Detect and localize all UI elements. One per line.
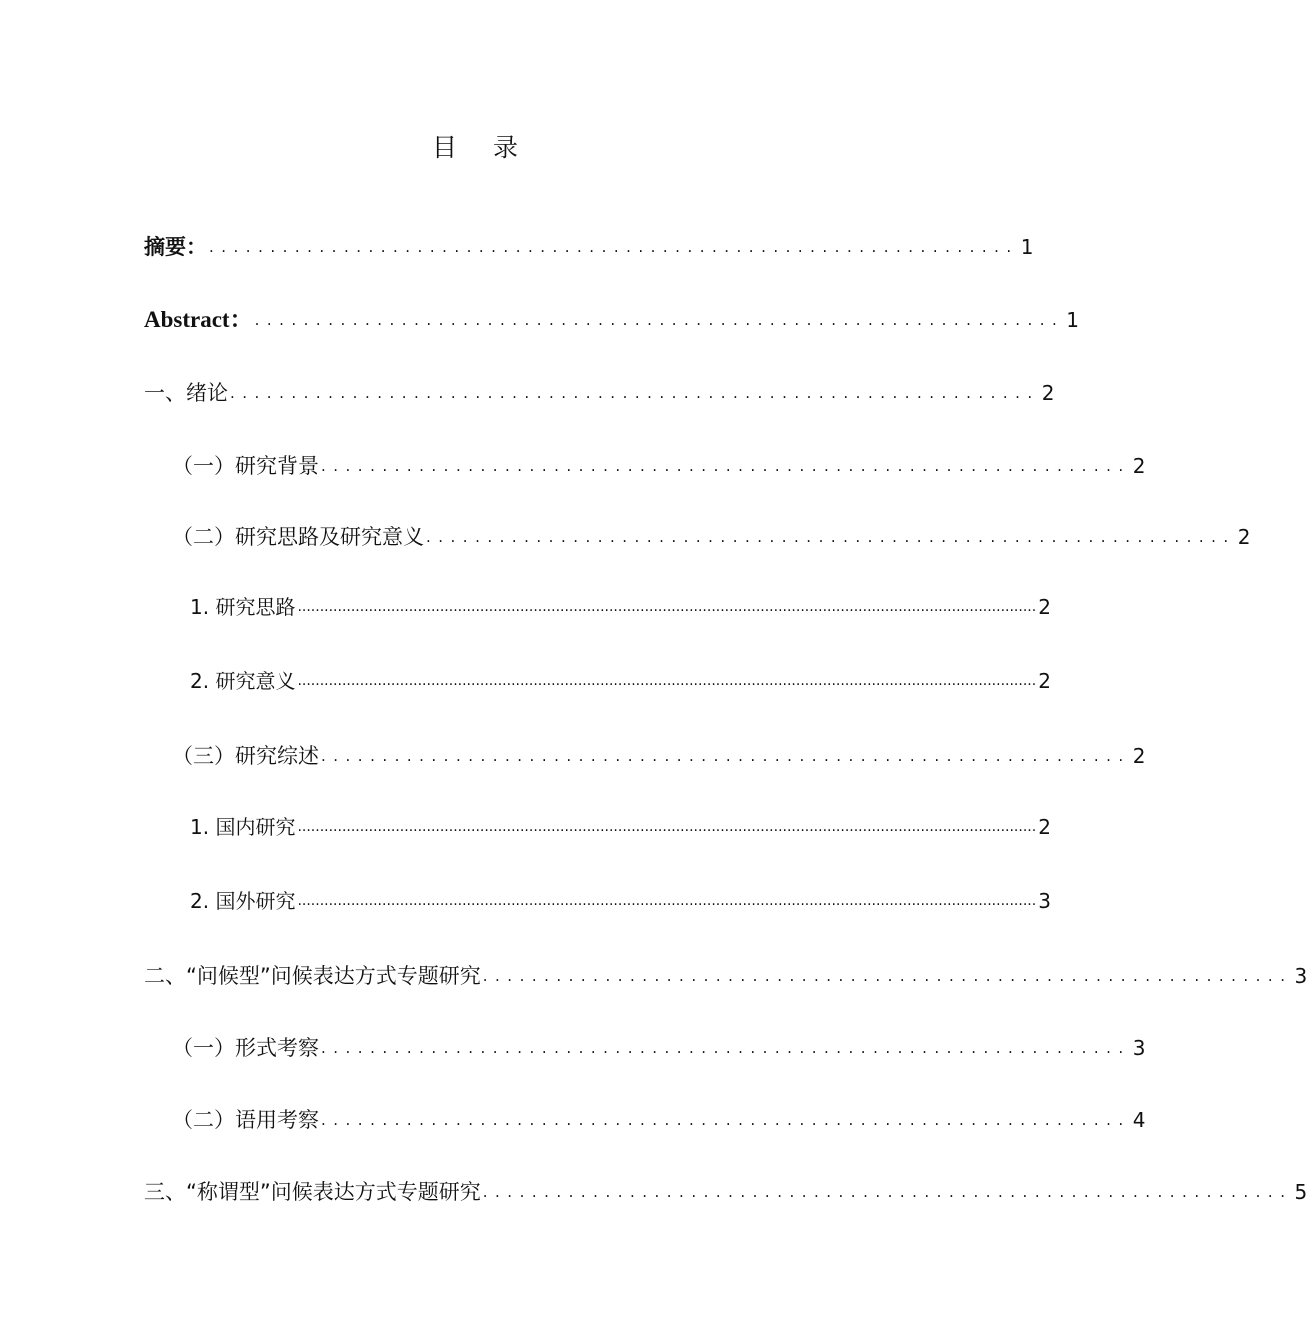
toc-entry-label: 2. 国外研究 — [190, 889, 296, 913]
toc-entry-label: （三）研究综述 — [172, 744, 319, 768]
toc-entry-page: 4 — [1132, 1108, 1146, 1132]
toc-entry-chapter-1[interactable] — [144, 378, 1055, 408]
toc-entry-page: 2 — [1132, 454, 1146, 478]
toc-entry-page: 5 — [1294, 1180, 1307, 1204]
toc-entry-page: 2 — [1041, 381, 1055, 405]
toc-entry-page: 2 — [1132, 744, 1146, 768]
toc-entry-abstract-cn[interactable] — [144, 232, 1034, 262]
toc-entry-label: （一）研究背景 — [172, 454, 319, 478]
toc-leader-dots: .................................................................. — [482, 1183, 1293, 1201]
toc-entry-subsection-1-3-2[interactable] — [190, 886, 1051, 916]
toc-entry-page: 2 — [1237, 525, 1251, 549]
toc-leader-dots: ...................................................................................................................................................................... — [297, 673, 1037, 689]
toc-entry-page: 3 — [1038, 889, 1051, 913]
toc-entry-page: 2 — [1038, 595, 1051, 619]
toc-entry-chapter-3[interactable] — [144, 1177, 1307, 1207]
toc-leader-dots: .................................................................. — [321, 747, 1131, 765]
toc-leader-dots: ...................................................................................................................................................................... — [297, 893, 1037, 909]
toc-leader-dots: .................................................................. — [230, 384, 1040, 402]
toc-entry-section-1-3[interactable] — [172, 741, 1146, 771]
toc-entry-label: （一）形式考察 — [172, 1036, 319, 1060]
toc-leader-dots: .................................................................. — [254, 311, 1065, 329]
toc-entry-subsection-1-2-1[interactable] — [190, 592, 1051, 622]
toc-leader-dots: .................................................................. — [321, 1039, 1131, 1057]
toc-entry-section-1-1[interactable] — [172, 451, 1146, 481]
toc-entry-page: 2 — [1038, 815, 1051, 839]
toc-leader-dots: ...................................................................................................................................................................... — [297, 599, 1037, 615]
toc-entry-subsection-1-2-2[interactable] — [190, 666, 1051, 696]
toc-entry-label: 二、“问候型”问候表达方式专题研究 — [144, 964, 481, 988]
toc-leader-dots: .................................................................. — [482, 967, 1293, 985]
toc-entry-abstract-en[interactable] — [144, 305, 1080, 335]
toc-entry-page: 2 — [1038, 669, 1051, 693]
toc-leader-dots: .................................................................. — [426, 528, 1236, 546]
toc-entry-chapter-2[interactable] — [144, 961, 1307, 991]
toc-entry-label: 摘要： — [144, 235, 207, 259]
toc-leader-dots: .................................................................. — [321, 457, 1131, 475]
toc-entry-page: 3 — [1132, 1036, 1146, 1060]
toc-entry-section-1-2[interactable] — [172, 522, 1251, 552]
toc-entry-label: （二）研究思路及研究意义 — [172, 525, 424, 549]
toc-entry-label: 三、“称谓型”问候表达方式专题研究 — [144, 1180, 481, 1204]
toc-entry-subsection-1-3-1[interactable] — [190, 812, 1051, 842]
toc-entry-label: （二）语用考察 — [172, 1108, 319, 1132]
toc-leader-dots: .................................................................. — [209, 238, 1019, 256]
toc-entry-label: Abstract： — [144, 307, 253, 332]
toc-leader-dots: .................................................................. — [321, 1111, 1131, 1129]
toc-entry-page: 1 — [1066, 308, 1080, 332]
toc-entry-label: 1. 国内研究 — [190, 815, 296, 839]
toc-entry-page: 3 — [1294, 964, 1307, 988]
toc-entry-label: 1. 研究思路 — [190, 595, 296, 619]
toc-entry-section-2-1[interactable] — [172, 1033, 1146, 1063]
toc-entry-label: 一、绪论 — [144, 381, 228, 405]
toc-entry-section-2-2[interactable] — [172, 1105, 1146, 1135]
toc-title: 目 录 — [432, 133, 532, 162]
toc-entry-label: 2. 研究意义 — [190, 669, 296, 693]
toc-entry-page: 1 — [1020, 235, 1034, 259]
toc-leader-dots: ...................................................................................................................................................................... — [297, 819, 1037, 835]
